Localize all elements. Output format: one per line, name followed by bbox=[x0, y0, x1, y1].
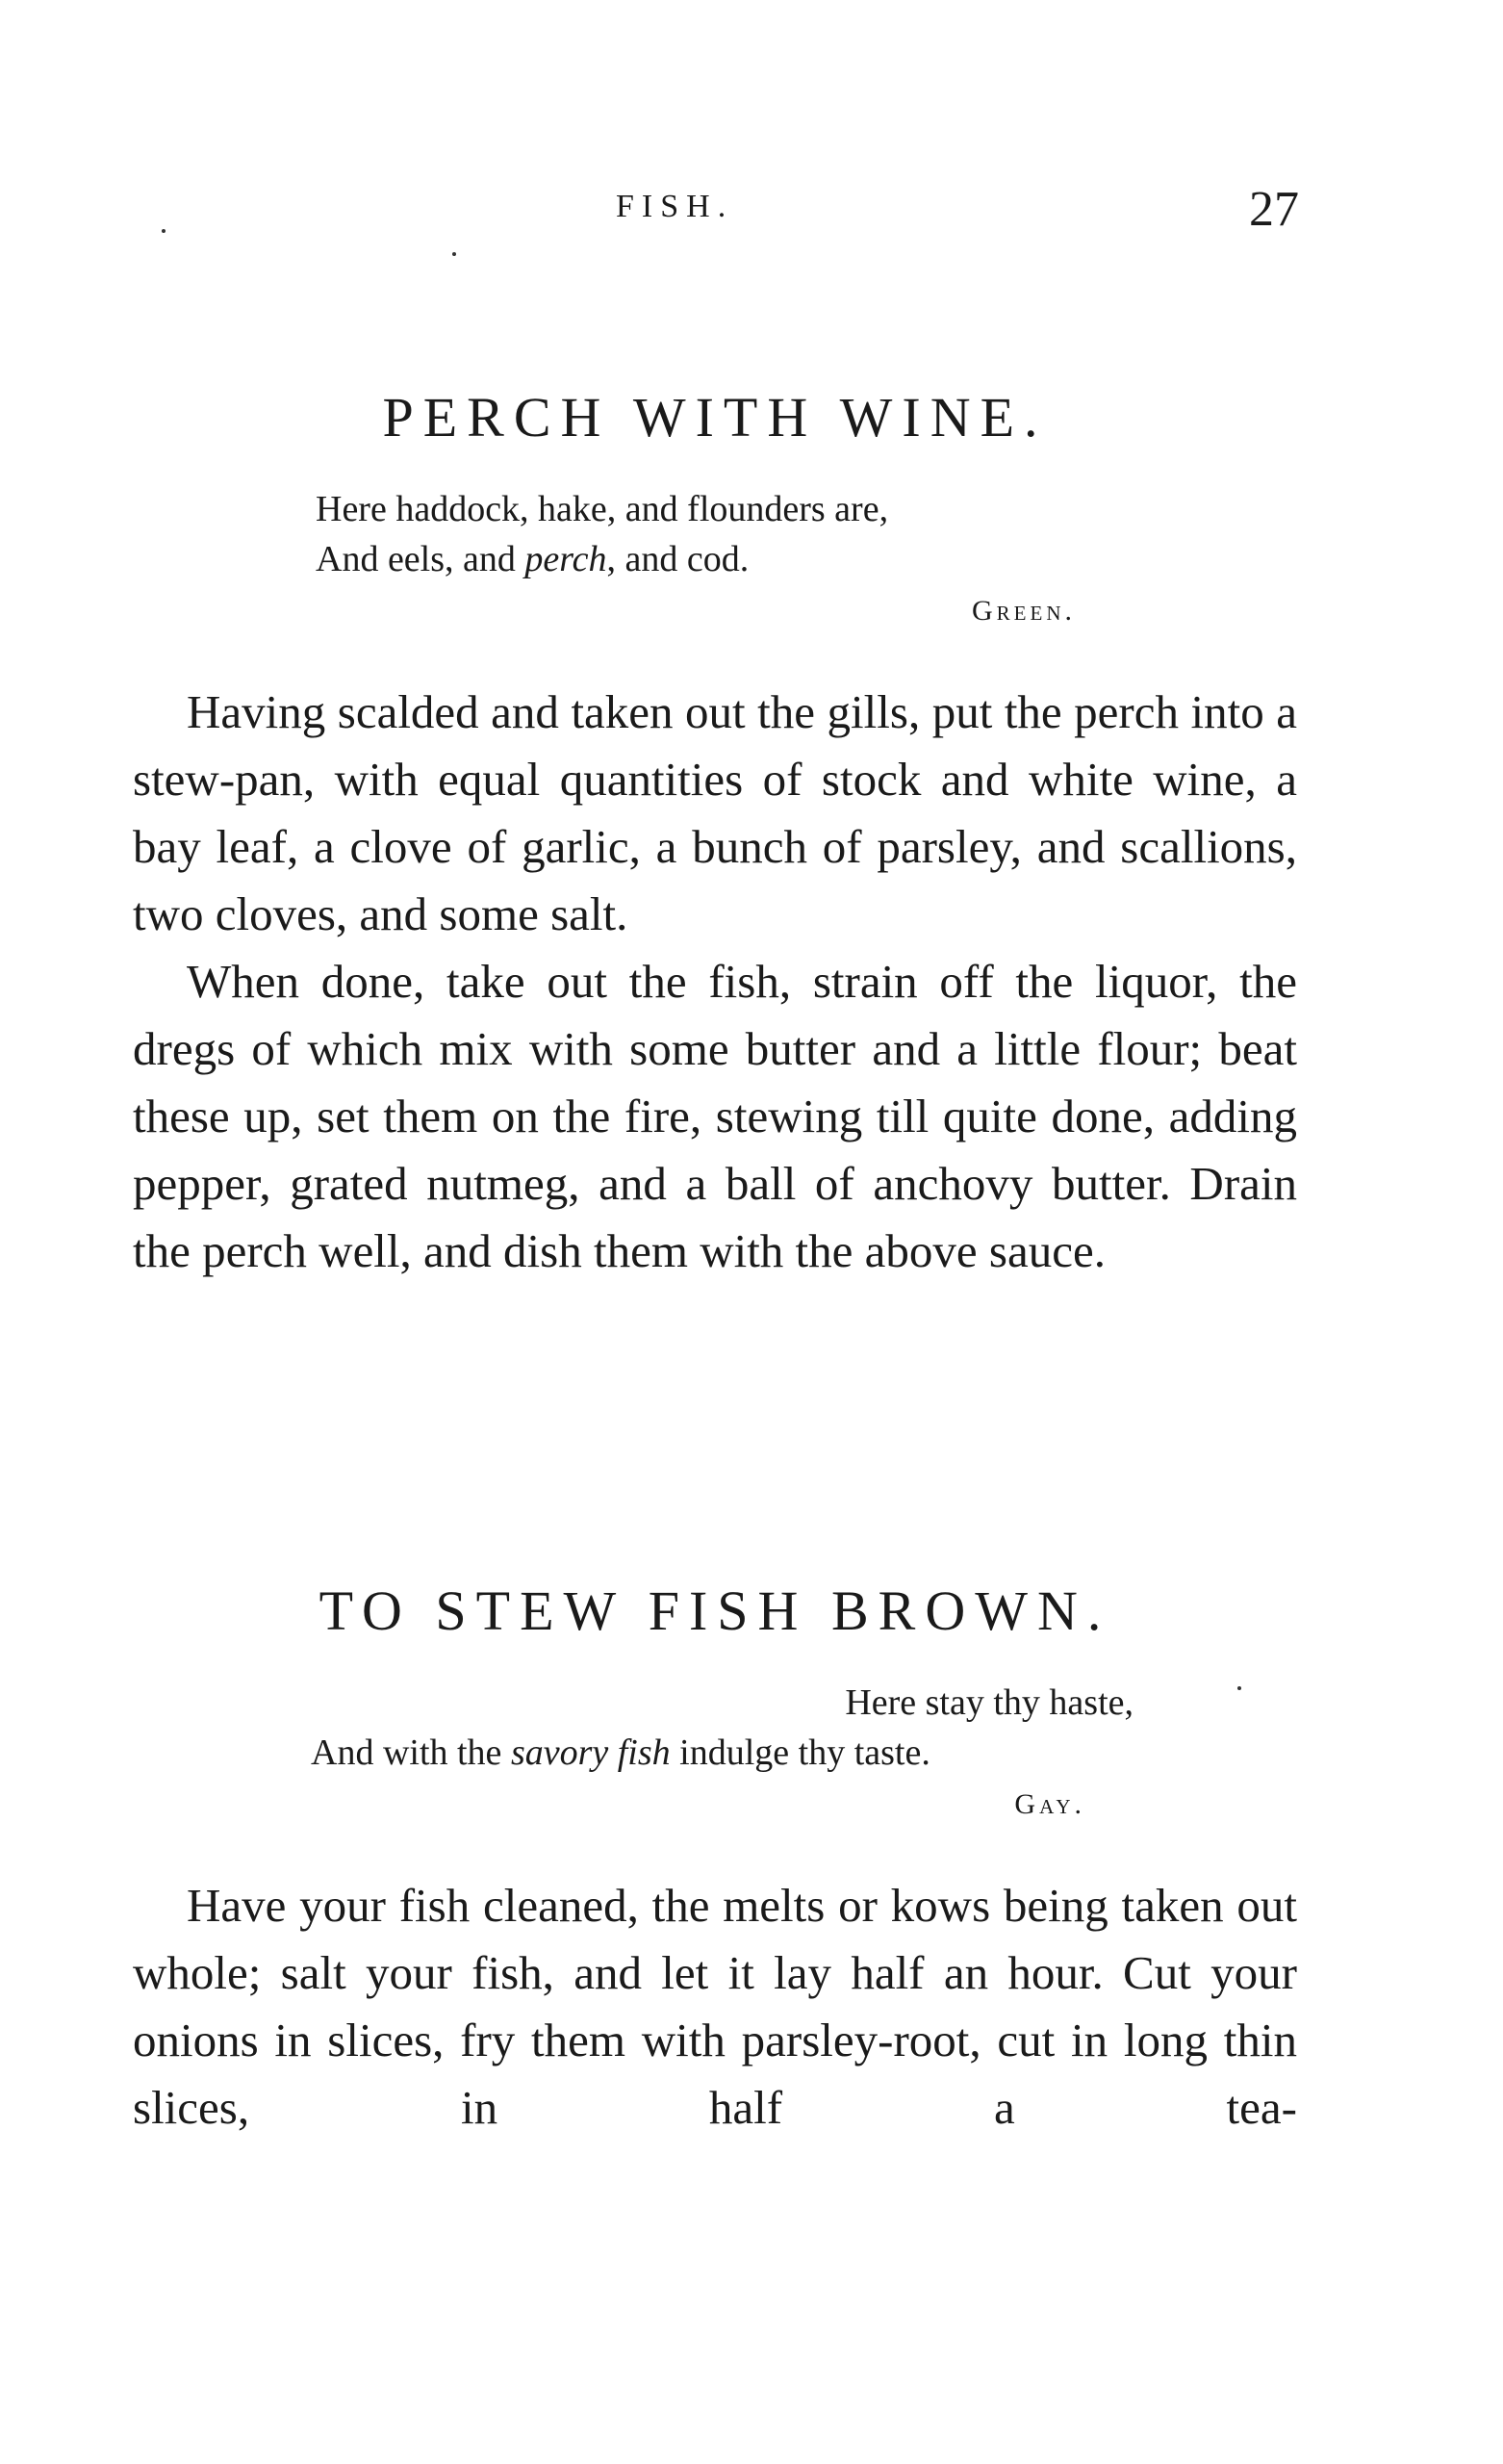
recipe-title: PERCH WITH WINE. bbox=[382, 386, 1048, 449]
running-head bbox=[0, 181, 1503, 239]
recipe-stew-fish-brown bbox=[133, 1578, 1297, 2142]
epigraph-author: Gay. bbox=[1014, 1788, 1085, 1820]
epigraph-line bbox=[311, 1728, 1153, 1778]
epigraph bbox=[316, 484, 1182, 636]
print-speck bbox=[452, 252, 456, 256]
running-title: FISH. bbox=[616, 189, 734, 224]
epigraph-author: Green. bbox=[972, 595, 1076, 627]
page-number: 27 bbox=[1249, 182, 1299, 237]
epigraph-line: Here stay thy haste, bbox=[845, 1682, 1134, 1723]
recipe-body bbox=[133, 1872, 1297, 2142]
epigraph-text: indulge thy taste. bbox=[670, 1732, 930, 1773]
recipe-body bbox=[133, 679, 1297, 1285]
body-paragraph: Have your fish cleaned, the melts or kows being taken out whole; salt your fish, and let it lay half an hour. Cut your onions in slices, fry them with parsley-root, cut in long thin slices, in half a tea- bbox=[133, 1879, 1297, 2134]
epigraph-line: Here haddock, hake, and flounders are, bbox=[316, 489, 889, 529]
body-paragraph: When done, take out the fish, strain off the liquor, the dregs of which mix with some butter and a little flour; beat these up, set them on the fire, stewing till quite done, adding pepper, grated nutmeg, and a ball of anchovy butter. Drain the perch well, and dish them with the above sauce. bbox=[133, 955, 1297, 1277]
epigraph-text: And eels, and bbox=[316, 539, 525, 579]
epigraph bbox=[133, 1678, 1153, 1830]
epigraph-text: , and cod. bbox=[606, 539, 750, 579]
recipe-perch-with-wine bbox=[133, 385, 1297, 1285]
recipe-title: TO STEW FISH BROWN. bbox=[318, 1579, 1111, 1642]
epigraph-emphasis: savory fish bbox=[510, 1732, 671, 1773]
epigraph-line bbox=[316, 534, 1182, 584]
body-paragraph: Having scalded and taken out the gills, put the perch into a stew-pan, with equal quantities of stock and white wine, a bay leaf, a clove of garlic, a bunch of parsley, and scallions, two cloves, and some salt. bbox=[133, 685, 1297, 940]
epigraph-emphasis: perch bbox=[524, 539, 607, 579]
epigraph-text: And with the bbox=[311, 1732, 511, 1773]
print-speck bbox=[162, 229, 166, 233]
